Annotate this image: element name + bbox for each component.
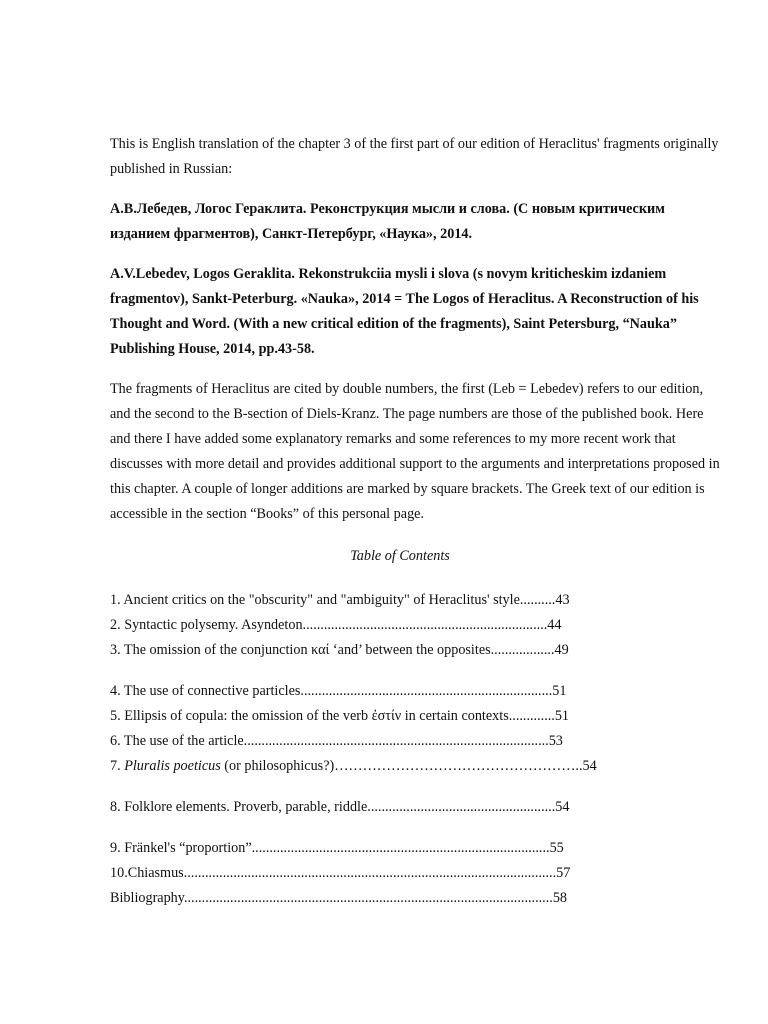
toc-group (110, 679, 720, 779)
intro-paragraph: This is English translation of the chapter 3 of the first part of our edition of Heraclitus' fragments originally published in Russian: (110, 136, 719, 177)
citation-note-paragraph: The fragments of Heraclitus are cited by double numbers, the first (Leb = Lebedev) refers to our edition, and the second to the B-section of Diels-Kranz. The page numbers are those of the published book. Here and there I have added some explanatory remarks and some references to my more recent work that discusses with more detail and provides additional support to the arguments and interpretations proposed in this chapter. A couple of longer additions are marked by square brackets. The Greek text of our edition is accessible in the section “Books” of this personal page. (110, 381, 720, 522)
toc-item: 9. Fränkel's “proportion”....................................................................................55 (110, 840, 564, 856)
toc-item-italic-title: Pluralis poeticus (124, 758, 221, 774)
toc-item: 4. The use of connective particles.......................................................................51 (110, 683, 567, 699)
toc-item: 8. Folklore elements. Proverb, parable, riddle.....................................................54 (110, 799, 570, 815)
toc-item: Bibliography........................................................................................................58 (110, 890, 568, 906)
toc-item: 6. The use of the article......................................................................................53 (110, 733, 563, 749)
table-of-contents (110, 588, 720, 911)
toc-heading: Table of Contents (350, 548, 450, 564)
toc-item: 3. The omission of the conjunction καί ‘and’ between the opposites..................49 (110, 642, 569, 658)
toc-item-prefix: 7. (110, 758, 125, 774)
toc-group (110, 795, 720, 820)
toc-group (110, 836, 720, 911)
toc-item: 5. Ellipsis of copula: the omission of the verb ἐστίν in certain contexts.............51 (110, 708, 570, 724)
reference-russian: А.В.Лебедев, Логос Гераклита. Реконструкция мысли и слова. (С новым критическим изданием фрагментов), Санкт-Петербург, «Наука», 2014. (110, 201, 665, 242)
toc-item: 10.Chiasmus.........................................................................................................57 (110, 865, 571, 881)
toc-item-suffix: (or philosophicus?)……………………………………………..54 (220, 758, 597, 774)
toc-item (110, 754, 720, 779)
toc-item: 1. Ancient critics on the "obscurity" and "ambiguity" of Heraclitus' style..........43 (110, 592, 570, 608)
reference-transliterated: A.V.Lebedev, Logos Geraklita. Rekonstrukciia mysli i slova (s novym kriticheskim izdaniem fragmentov), Sankt-Peterburg. «Nauka», 2014 = The Logos of Heraclitus. A Reconstruction of his Thought and Word. (With a new critical edition of the fragments), Saint Petersburg, “Nauka” Publishing House, 2014, pp.43-58. (110, 266, 699, 357)
document-page (110, 132, 720, 927)
toc-group (110, 588, 720, 663)
toc-item: 2. Syntactic polysemy. Asyndeton.....................................................................44 (110, 617, 562, 633)
